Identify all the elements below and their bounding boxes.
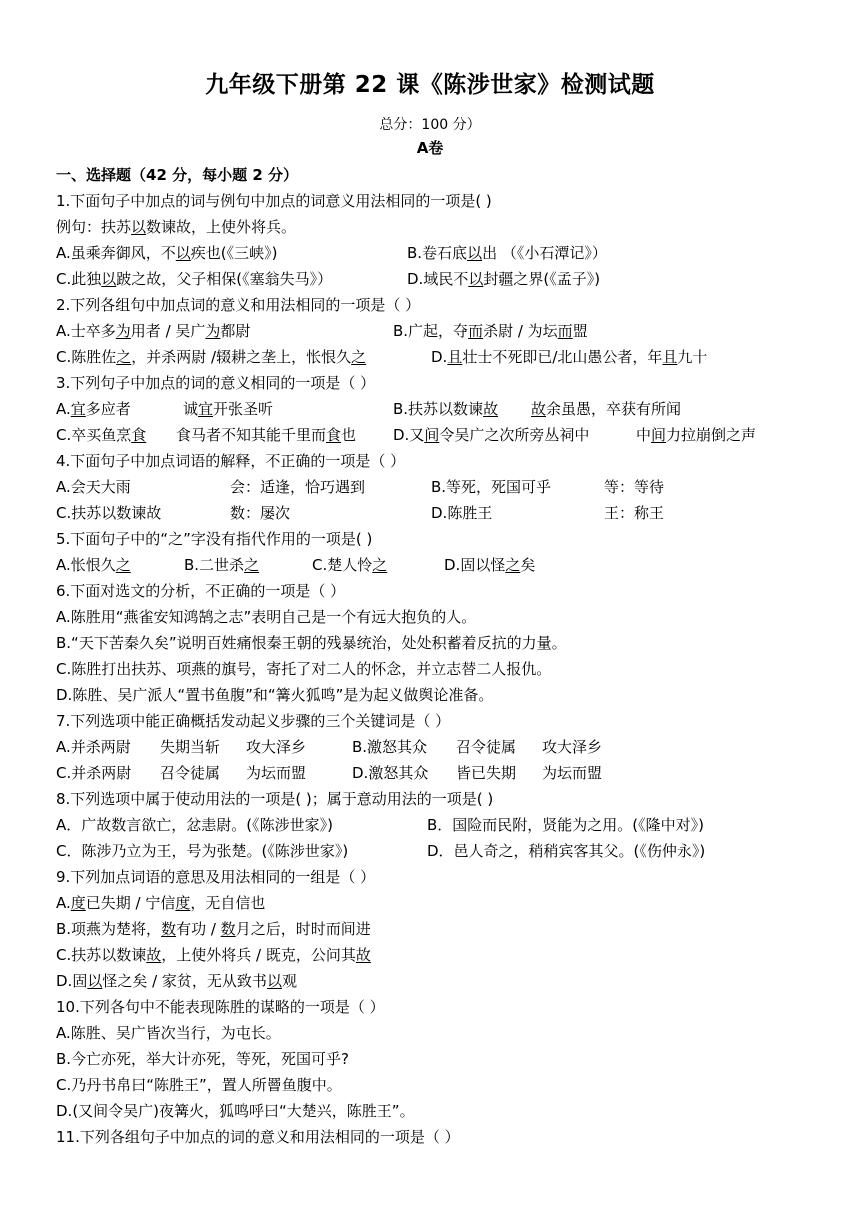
option-row [56,760,846,786]
emphasized-word: 数 [220,920,236,938]
emphasized-word: 故 [531,400,547,418]
option-row [56,240,846,266]
option-text: D.陈胜王 [431,504,493,522]
option-text: 食马者不知其能千里而食也 [176,426,357,444]
option-text: 为坛而盟 [246,764,307,782]
page-title: 九年级下册第 22 课《陈涉世家》检测试题 [205,72,655,98]
emphasized-word: 间 [424,426,440,444]
option-row [56,500,846,526]
emphasized-word: 宜 [198,400,214,418]
option-text: 会：适逢，恰巧遇到 [230,478,366,496]
option-row [56,422,846,448]
option-row [56,266,846,292]
emphasized-word: 度 [175,894,191,912]
option-text: C.并杀两尉 [56,764,132,782]
question-list [56,162,846,1150]
emphasized-word: 食 [326,426,342,444]
question-stem: 3.下列句子中加点的词的意义相同的一项是（ ） [56,374,376,392]
option-text: B．国险而民附，贤能为之用。(《隆中对》) [427,816,704,834]
option-text: A.虽乘奔御风，不以疾也(《三峡》) [56,244,278,262]
emphasized-word: 为 [115,322,131,340]
option-text: D.固以怪之矣 [444,556,536,574]
option-text: 数：屡次 [230,504,291,522]
emphasized-word: 以 [467,244,483,262]
emphasized-word: 以 [468,270,484,288]
question-stem: 10.下列各句中不能表现陈胜的谋略的一项是（ ） [56,998,385,1016]
volume-label: A卷 [416,139,444,157]
text-line: B.项燕为楚将，数有功 / 数月之后，时时而间进 [56,920,371,938]
emphasized-word: 之 [505,556,521,574]
option-text: 为坛而盟 [542,764,603,782]
emphasized-word: 为 [205,322,221,340]
option-row [56,734,846,760]
option-text: B.扶苏以数谏故 [393,400,499,418]
option-row [56,552,846,578]
emphasized-word: 以 [266,972,282,990]
option-text: B.卷石底以出 （《小石潭记》） [407,244,607,262]
option-text: A.会天大雨 [56,478,131,496]
text-line: A.陈胜、吴广皆次当行，为屯长。 [56,1024,281,1042]
option-text: 召令徒属 [456,738,517,756]
question-stem: 8.下列选项中属于使动用法的一项是( )；属于意动用法的一项是( ) [56,790,494,808]
option-row [56,812,846,838]
question-stem: 4.下面句子中加点词语的解释，不正确的一项是（ ） [56,452,406,470]
emphasized-word: 以 [175,244,191,262]
question-stem: 1.下面句子中加点的词与例句中加点的词意义用法相同的一项是( ) [56,192,492,210]
emphasized-word: 之 [116,348,132,366]
emphasized-word: 故 [146,946,162,964]
option-row [56,344,846,370]
question-stem: 11.下列各组句子中加点的词的意义和用法相同的一项是（ ） [56,1128,460,1146]
total-score: 总分：100 分） [379,117,481,133]
emphasized-word: 之 [351,348,367,366]
emphasized-word: 以 [101,270,117,288]
option-text: 召令徒属 [160,764,221,782]
emphasized-word: 且 [447,348,463,366]
question-stem: 9.下列加点词语的意思及用法相同的一组是（ ） [56,868,376,886]
emphasized-word: 之 [372,556,388,574]
text-line: C.扶苏以数谏故，上使外将兵 / 既克，公问其故 [56,946,371,964]
text-line: D.固以怪之矣 / 家贫，无从致书以观 [56,972,297,990]
option-text: D.又间令吴广之次所旁丛祠中 [393,426,590,444]
option-row [56,318,846,344]
option-text: 皆已失期 [456,764,517,782]
emphasized-word: 故 [355,946,371,964]
option-text: A.怅恨久之 [56,556,131,574]
text-line: B.“天下苦秦久矣”说明百姓痛恨秦王朝的残暴统治，处处积蓄着反抗的力量。 [56,634,567,652]
option-text: B.二世杀之 [184,556,260,574]
text-line: D.(又间令吴广)夜篝火，狐鸣呼曰“大楚兴，陈胜王”。 [56,1102,415,1120]
question-stem: 5.下面句子中的“之”字没有指代作用的一项是( ) [56,530,373,548]
text-line: A.度已失期 / 宁信度，无自信也 [56,894,266,912]
option-text: 等：等待 [604,478,665,496]
emphasized-word: 数 [161,920,177,938]
question-stem: 2.下列各组句中加点词的意义和用法相同的一项是（ ） [56,296,421,314]
option-text: B.广起，夺而杀尉 / 为坛而盟 [393,322,588,340]
emphasized-word: 间 [651,426,667,444]
emphasized-word: 以 [131,218,147,236]
option-row [56,396,846,422]
option-text: C.陈胜佐之，并杀两尉 /辍耕之垄上，怅恨久之 [56,348,367,366]
option-text: 中间力拉崩倒之声 [636,426,757,444]
option-text: A.士卒多为用者 / 吴广为都尉 [56,322,251,340]
emphasized-word: 宜 [70,400,86,418]
emphasized-word: 而 [557,322,573,340]
option-text: C.卒买鱼烹食 [56,426,147,444]
emphasized-word: 以 [87,972,103,990]
text-line: B.今亡亦死，举大计亦死，等死，死国可乎? [56,1050,350,1068]
option-text: D.且壮士不死即已/北山愚公者，年且九十 [431,348,708,366]
option-text: C.扶苏以数谏故 [56,504,162,522]
option-text: 王：称王 [604,504,665,522]
text-line: C.陈胜打出扶苏、项燕的旗号，寄托了对二人的怀念，并立志替二人报仇。 [56,660,552,678]
text-line: D.陈胜、吴广派人“置书鱼腹”和“篝火狐鸣”是为起义做舆论准备。 [56,686,494,704]
option-text: B.激怒其众 [352,738,428,756]
text-line: A.陈胜用“燕雀安知鸿鹄之志”表明自己是一个有远大抱负的人。 [56,608,477,626]
option-text: C．陈涉乃立为王，号为张楚。(《陈涉世家》) [56,842,349,860]
emphasized-word: 之 [115,556,131,574]
question-stem: 6.下面对选文的分析，不正确的一项是（ ） [56,582,346,600]
option-text: 攻大泽乡 [542,738,603,756]
option-text: D．邑人奇之，稍稍宾客其父。(《伤仲永》) [427,842,706,860]
emphasized-word: 且 [662,348,678,366]
emphasized-word: 之 [244,556,260,574]
option-row [56,474,846,500]
question-stem: 7.下列选项中能正确概括发动起义步骤的三个关键词是（ ） [56,712,451,730]
option-text: A.并杀两尉 [56,738,131,756]
emphasized-word: 而 [468,322,484,340]
option-text: C.此独以跛之故，父子相保(《塞翁失马》） [56,270,333,288]
text-line: C.乃丹书帛曰“陈胜王”，置人所罾鱼腹中。 [56,1076,342,1094]
option-text: 诚宜开张圣听 [183,400,274,418]
option-text: B.等死，死国可乎 [431,478,552,496]
emphasized-word: 度 [70,894,86,912]
option-text: D.域民不以封疆之界(《孟子》) [407,270,601,288]
option-row [56,838,846,864]
emphasized-word: 故 [483,400,499,418]
option-text: D.激怒其众 [352,764,429,782]
option-text: A．广故数言欲亡，忿恚尉。(《陈涉世家》) [56,816,333,834]
section-heading: 一、选择题（42 分，每小题 2 分） [56,166,298,184]
text-line: 例句：扶苏以数谏故，上使外将兵。 [56,218,297,236]
option-text: 失期当斩 [160,738,221,756]
emphasized-word: 食 [131,426,147,444]
option-text: 故余虽愚，卒获有所闻 [531,400,682,418]
option-text: C.楚人怜之 [312,556,388,574]
option-text: A.宜多应者 [56,400,131,418]
option-text: 攻大泽乡 [246,738,307,756]
